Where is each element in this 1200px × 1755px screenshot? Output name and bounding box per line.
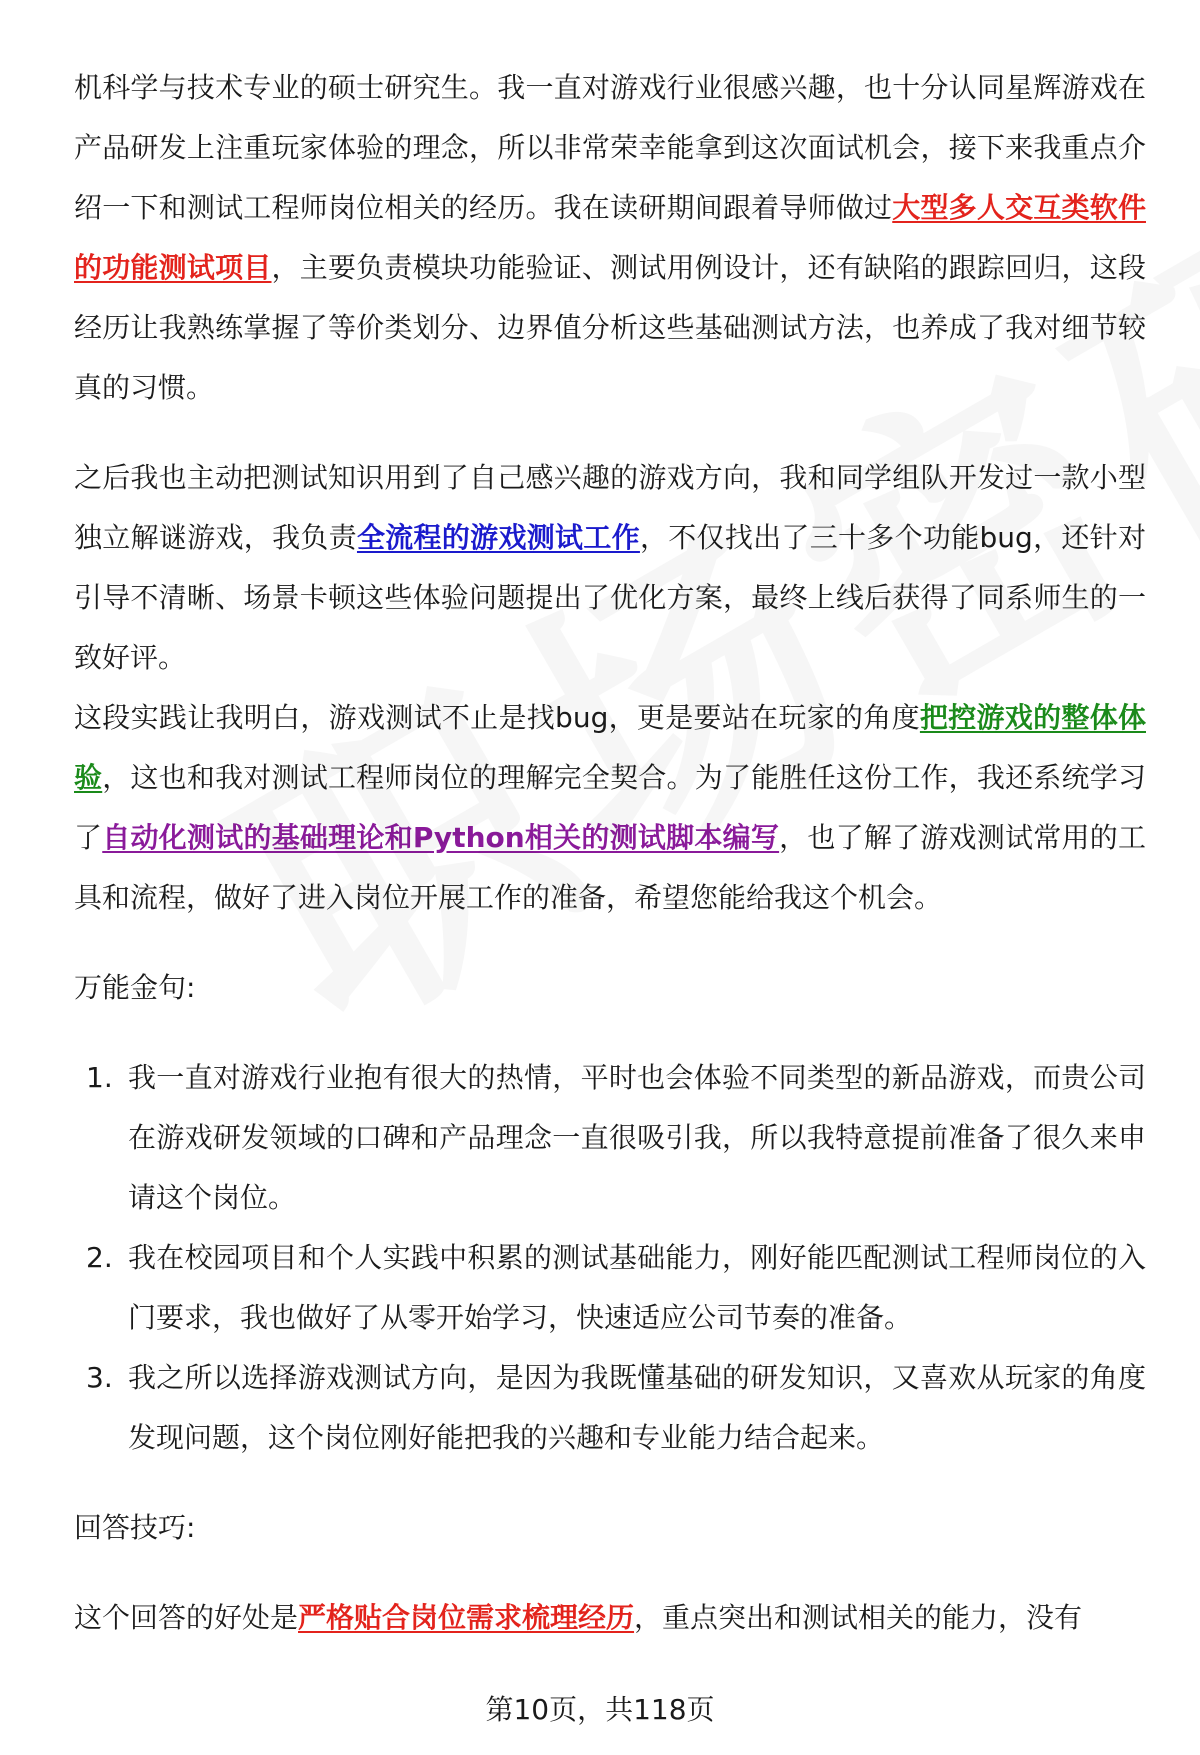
paragraph-3-highlight-2: 自动化测试的基础理论和Python相关的测试脚本编写 (102, 821, 780, 854)
paragraph-2-text-a: 之后我也主动把测试知识用到了自己感兴趣的游戏方向，我和同学组队开发过一款小型独立解谜游戏，我负责 (74, 461, 1146, 554)
paragraph-4-text-b: ，重点突出和测试相关的能力，没有 (634, 1601, 1083, 1634)
list-item (74, 1348, 1146, 1468)
page-footer: 第10页，共118页 (485, 1693, 715, 1726)
paragraph-2-highlight: 全流程的游戏测试工作 (356, 521, 640, 554)
list-item (74, 1048, 1146, 1228)
golden-phrases-list (74, 1048, 1146, 1468)
list-item-text: 我之所以选择游戏测试方向，是因为我既懂基础的研发知识，又喜欢从玩家的角度发现问题，这个岗位刚好能把我的兴趣和专业能力结合起来。 (128, 1361, 1146, 1454)
paragraph-1-text-b: ，主要负责模块功能验证、测试用例设计，还有缺陷的跟踪回归，这段经历让我熟练掌握了等价类划分、边界值分析这些基础测试方法，也养成了我对细节较真的习惯。 (74, 251, 1146, 404)
paragraph-3-text-b: ，这也和我对测试工程师岗位的理解完全契合。为了能胜任这份工作，我还系统学习了 (74, 761, 1146, 854)
paragraph-3 (74, 688, 1146, 928)
paragraph-4-highlight: 严格贴合岗位需求梳理经历 (298, 1601, 635, 1634)
section-title-answer-tips: 回答技巧: (74, 1511, 196, 1544)
paragraph-1-highlight: 大型多人交互类软件的功能测试项目 (74, 191, 1146, 284)
list-item-text: 我在校园项目和个人实践中积累的测试基础能力，刚好能匹配测试工程师岗位的入门要求，我也做好了从零开始学习，快速适应公司节奏的准备。 (128, 1241, 1146, 1334)
paragraph-3-text-c: ，也了解了游戏测试常用的工具和流程，做好了进入岗位开展工作的准备，希望您能给我这个机会。 (74, 821, 1146, 914)
paragraph-1-text-a: 机科学与技术专业的硕士研究生。我一直对游戏行业很感兴趣，也十分认同星辉游戏在产品研发上注重玩家体验的理念，所以非常荣幸能拿到这次面试机会，接下来我重点介绍一下和测试工程师岗位相关的经历。我在读研期间跟着导师做过 (74, 71, 1146, 224)
list-item-number: 1. (86, 1061, 113, 1094)
paragraph-1 (74, 58, 1146, 418)
paragraph-2 (74, 448, 1146, 688)
paragraph-3-highlight-1: 把控游戏的整体体验 (74, 701, 1146, 794)
paragraph-3-text-a: 这段实践让我明白，游戏测试不止是找bug，更是要站在玩家的角度 (74, 701, 920, 734)
list-item-text: 我一直对游戏行业抱有很大的热情，平时也会体验不同类型的新品游戏，而贵公司在游戏研发领域的口碑和产品理念一直很吸引我，所以我特意提前准备了很久来申请这个岗位。 (128, 1061, 1146, 1214)
paragraph-4-text-a: 这个回答的好处是 (74, 1601, 299, 1634)
list-item-number: 2. (86, 1241, 113, 1274)
paragraph-2-text-b: ，不仅找出了三十多个功能bug，还针对引导不清晰、场景卡顿这些体验问题提出了优化方案，最终上线后获得了同系师生的一致好评。 (74, 521, 1146, 674)
list-item (74, 1228, 1146, 1348)
section-title-golden-phrases: 万能金句: (74, 971, 196, 1004)
list-item-number: 3. (86, 1361, 113, 1394)
paragraph-4 (74, 1588, 1146, 1648)
